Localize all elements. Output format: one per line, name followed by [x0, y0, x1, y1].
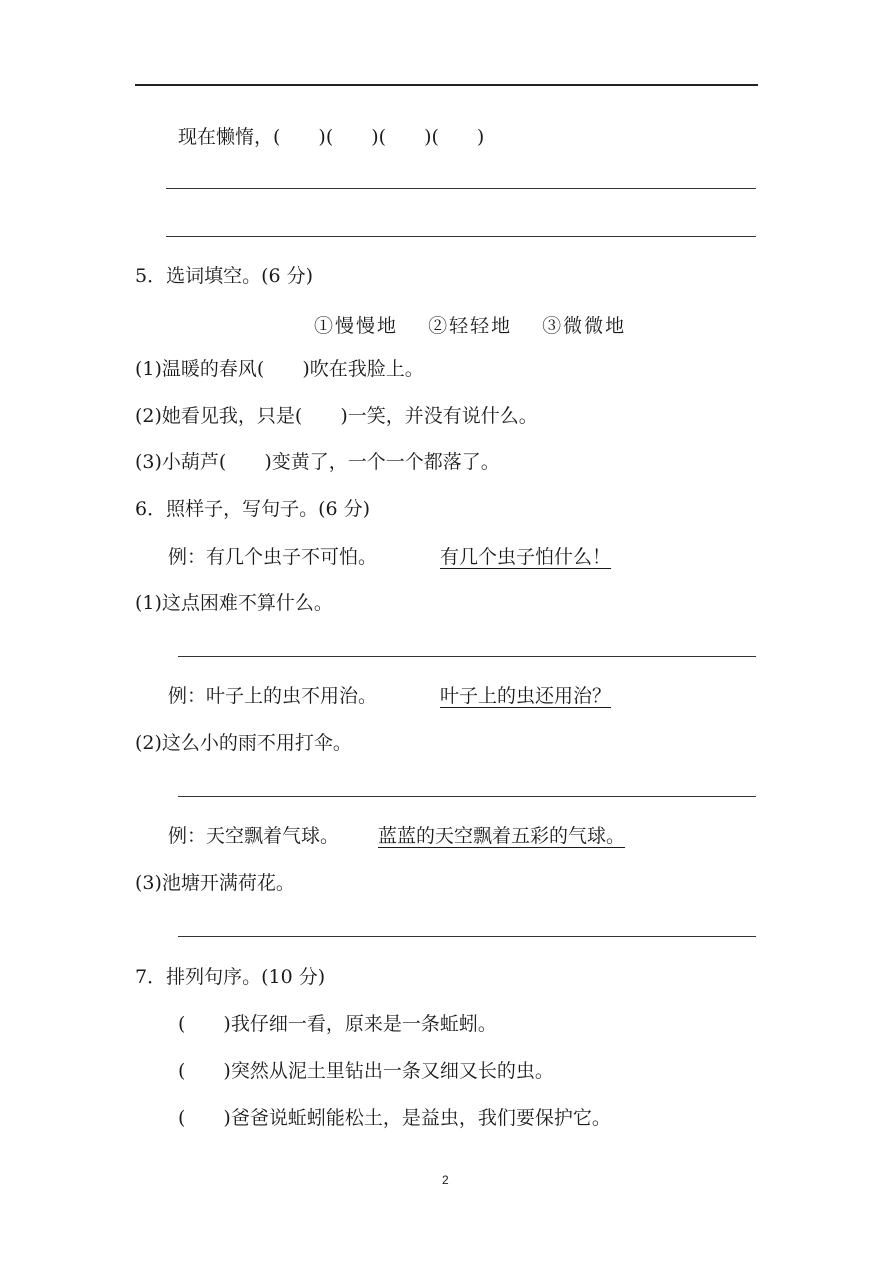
q5-title: 5．选词填空。(6 分) [135, 265, 314, 287]
q7-item-1: ( )我仔细一看，原来是一条蚯蚓。 [178, 1013, 497, 1035]
q5-item-2: (2)她看见我，只是( )一笑，并没有说什么。 [135, 405, 538, 427]
q6-title: 6．照样子，写句子。(6 分) [135, 498, 371, 520]
q5-item-3: (3)小葫芦( )变黄了，一个一个都落了。 [135, 451, 500, 473]
header-rule [135, 84, 758, 86]
q7-title: 7．排列句序。(10 分) [135, 966, 326, 988]
q6-example-1-prompt: 例：有几个虫子不可怕。 [168, 546, 378, 568]
q6-example-3-prompt: 例：天空飘着气球。 [168, 825, 340, 847]
q7-item-3: ( )爸爸说蚯蚓能松土，是益虫，我们要保护它。 [178, 1107, 611, 1129]
q6-item-2: (2)这么小的雨不用打伞。 [135, 732, 352, 754]
page-number: 2 [442, 1173, 449, 1187]
q6-example-3-answer: 蓝蓝的天空飘着五彩的气球。 [378, 825, 626, 847]
q4-answer-line-1[interactable] [166, 188, 756, 189]
q6-example-1-answer: 有几个虫子怕什么！ [440, 546, 612, 568]
q6-answer-line-1[interactable] [178, 656, 756, 657]
q6-example-2-answer: 叶子上的虫还用治？ [440, 685, 612, 707]
q7-item-2: ( )突然从泥土里钻出一条又细又长的虫。 [178, 1060, 554, 1082]
q6-example-2-prompt: 例：叶子上的虫不用治。 [168, 685, 378, 707]
q5-item-1: (1)温暖的春风( )吹在我脸上。 [135, 358, 424, 380]
q6-answer-line-3[interactable] [178, 936, 756, 937]
q6-item-1: (1)这点困难不算什么。 [135, 592, 333, 614]
q5-option-1: ①慢慢地 [314, 315, 399, 337]
q6-answer-line-2[interactable] [178, 796, 756, 797]
q4-tail-text: 现在懒惰，( )( )( )( ) [178, 126, 485, 148]
q5-options [314, 311, 626, 338]
q6-item-3: (3)池塘开满荷花。 [135, 872, 295, 894]
q5-option-2: ②轻轻地 [428, 315, 513, 337]
q4-answer-line-2[interactable] [166, 236, 756, 237]
q5-option-3: ③微微地 [542, 315, 627, 337]
